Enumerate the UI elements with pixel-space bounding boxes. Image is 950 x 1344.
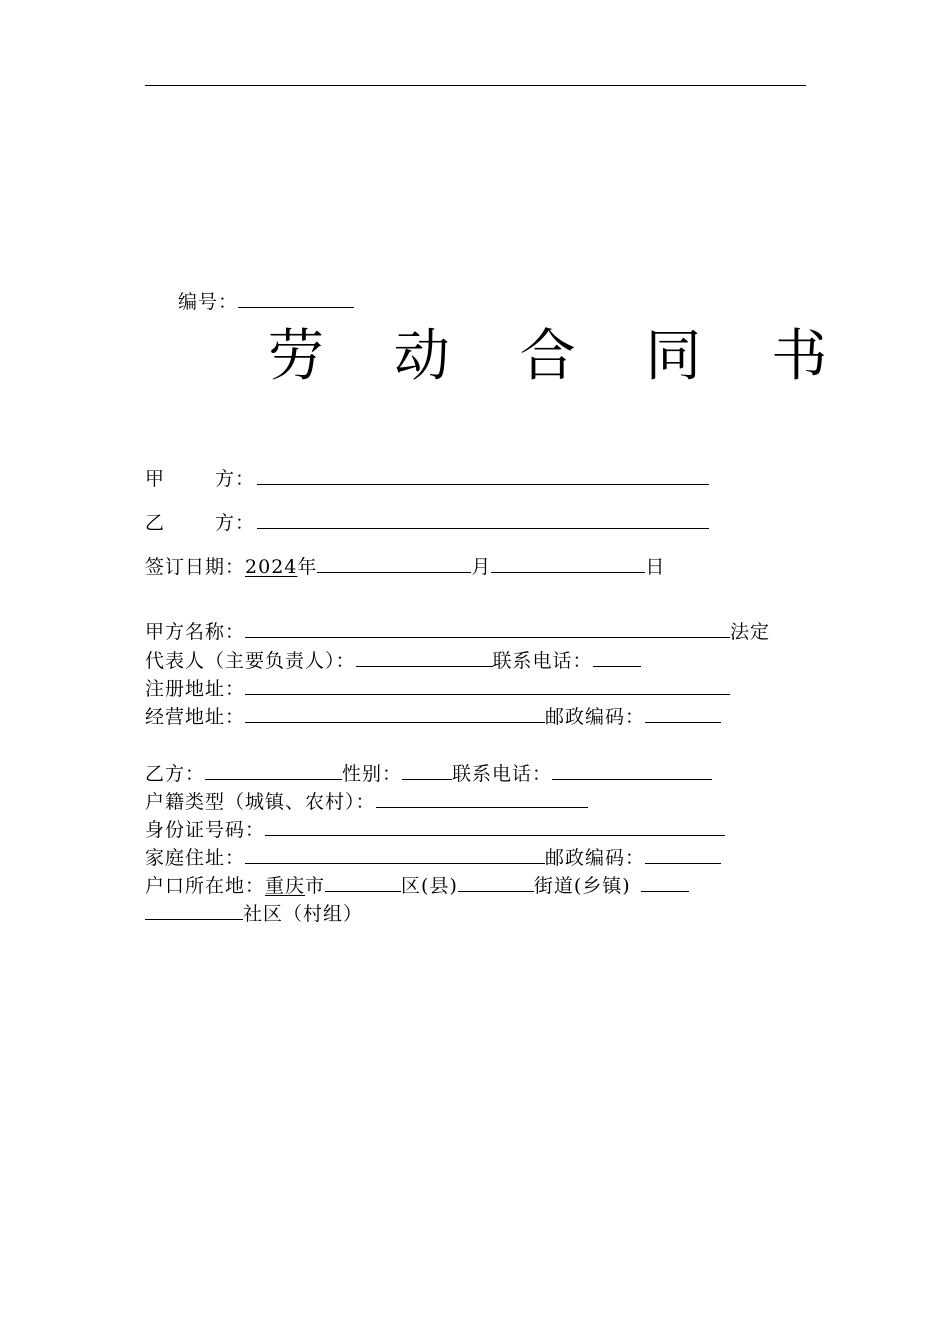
party-b-home-line [145,845,721,869]
month-unit: 月 [471,556,492,578]
party-a-biz-address-label: 经营地址： [145,706,246,728]
party-b-household-line [145,789,588,813]
party-b-household-field[interactable] [376,789,588,808]
hukou-community-label: 社区（村组） [243,903,364,925]
party-b-community-line [145,901,363,925]
cover-party-b-line [145,510,709,534]
day-unit: 日 [645,556,666,578]
party-b-home-label: 家庭住址： [145,847,246,869]
party-a-rep-field[interactable] [356,648,493,667]
party-b-gender-field[interactable] [402,761,452,780]
party-b-household-label: 户籍类型（城镇、农村）： [145,791,376,813]
party-b-phone-field[interactable] [552,761,712,780]
party-b-id-line [145,817,725,841]
party-b-name-line [145,761,712,785]
cover-party-a-label: 甲 方： [145,468,256,490]
party-a-reg-address-line [145,676,730,700]
sign-year: 2024 [245,556,298,578]
party-a-biz-address-field[interactable] [245,704,545,723]
party-a-biz-address-line [145,704,721,728]
party-a-name-label: 甲方名称： [145,621,246,643]
sign-month-field[interactable] [317,554,471,573]
year-unit: 年 [297,556,318,578]
party-b-id-field[interactable] [265,817,725,836]
cover-party-b-label: 乙 方： [145,512,256,534]
party-a-name-field[interactable] [245,619,730,638]
party-b-hukou-line [145,873,689,897]
sign-date-line [145,554,665,578]
party-a-phone-label: 联系电话： [492,650,593,672]
hukou-district-label: 区(县) [401,875,458,897]
cover-party-a-field[interactable] [257,466,709,485]
document-title: 劳 动 合 同 书 [268,324,854,389]
party-b-gender-label: 性别： [342,763,403,785]
hukou-district-field[interactable] [325,873,401,892]
party-b-postcode-label: 邮政编码： [545,847,646,869]
hukou-street-label: 街道(乡镇) [533,875,631,897]
sign-date-label: 签订日期： [145,556,246,578]
party-a-postcode-label: 邮政编码： [545,706,646,728]
party-b-home-field[interactable] [245,845,545,864]
hukou-city-suffix: 市 [305,875,326,897]
legal-rep-prefix: 法定 [730,621,771,643]
cover-party-b-field[interactable] [257,510,709,529]
party-b-name-field[interactable] [205,761,342,780]
header-rule [145,85,806,86]
party-a-postcode-field[interactable] [645,704,721,723]
party-a-rep-label: 代表人（主要负责人）： [145,650,356,672]
party-b-phone-label: 联系电话： [452,763,553,785]
hukou-community-field[interactable] [145,901,243,920]
party-a-name-line [145,619,770,643]
party-b-postcode-field[interactable] [645,845,721,864]
party-b-name-label: 乙方： [145,763,206,785]
contract-number-label: 编号： [178,291,239,313]
contract-number-line [178,289,354,313]
hukou-city: 重庆 [265,875,306,897]
hukou-street-field-2[interactable] [641,873,689,892]
party-b-hukou-label: 户口所在地： [145,875,266,897]
party-a-reg-address-label: 注册地址： [145,678,246,700]
hukou-street-field[interactable] [458,873,534,892]
contract-number-field[interactable] [238,289,354,308]
party-b-id-label: 身份证号码： [145,819,266,841]
sign-day-field[interactable] [491,554,645,573]
cover-party-a-line [145,466,709,490]
party-a-reg-address-field[interactable] [245,676,730,695]
party-a-rep-line [145,648,641,672]
party-a-phone-field[interactable] [593,648,641,667]
